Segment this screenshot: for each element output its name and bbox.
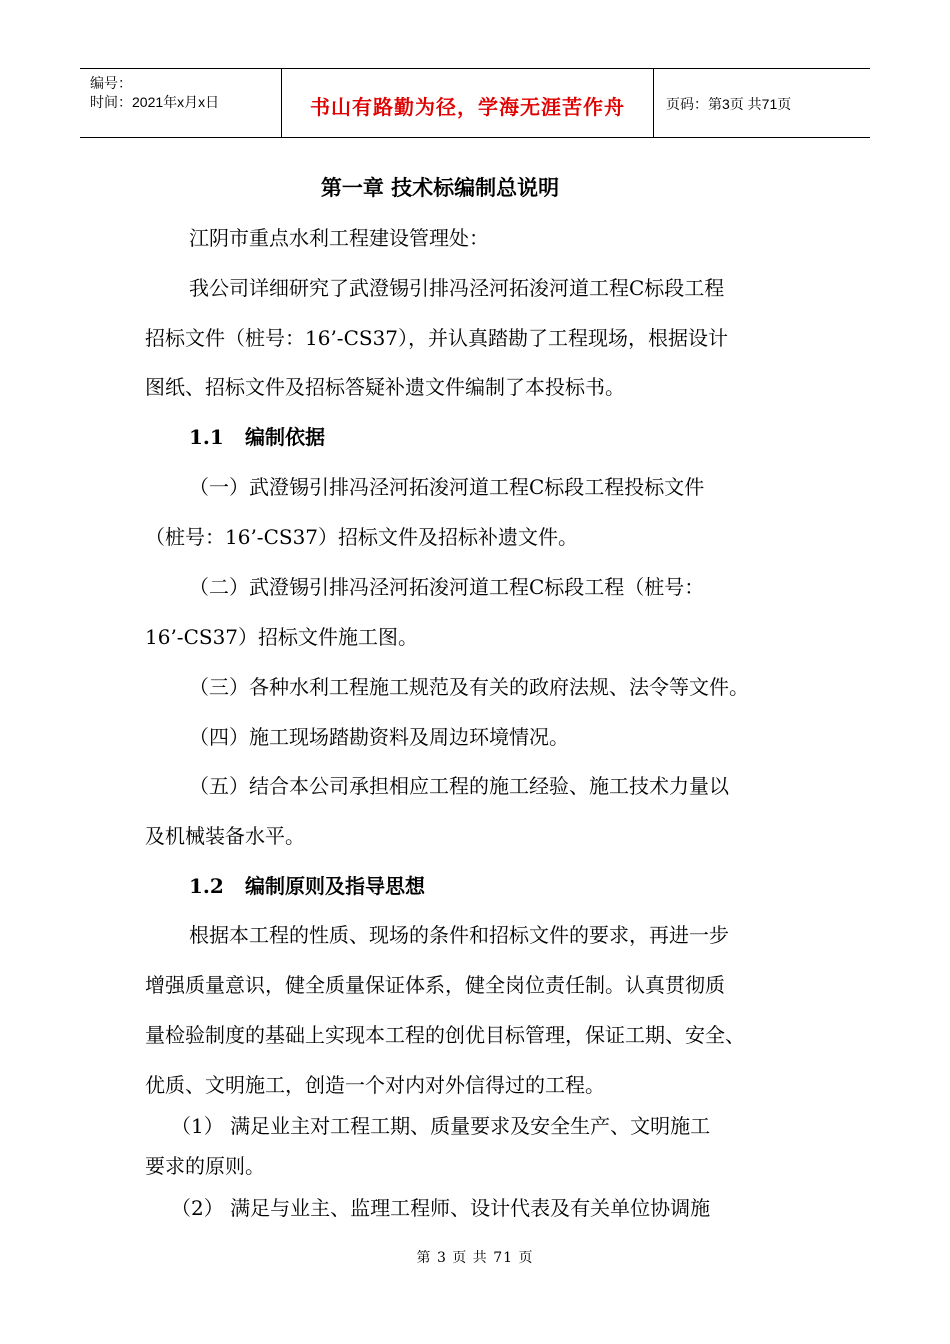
- principle-line: 量检验制度的基础上实现本工程的创优目标管理，保证工期、安全、: [145, 1023, 745, 1047]
- principle-item: 要求的原则。: [145, 1154, 265, 1178]
- section-heading-1-1: [189, 421, 325, 450]
- section-title: 编制原则及指导思想: [245, 874, 425, 898]
- header-meta-cell: [80, 69, 282, 137]
- section-number: 1.2: [189, 874, 224, 898]
- section-title: 编制依据: [245, 425, 325, 449]
- addressee: 江阴市重点水利工程建设管理处：: [189, 226, 489, 250]
- header-page-info: 页码：第3页 共71页: [666, 96, 792, 112]
- basis-line: （三）各种水利工程施工规范及有关的政府法规、法令等文件。: [189, 675, 749, 699]
- page-footer: 第 3 页 共 71 页: [416, 1250, 534, 1266]
- document-number-label: 编号：: [90, 75, 132, 91]
- section-heading-1-2: [189, 870, 425, 899]
- principle-line: 增强质量意识，健全质量保证体系，健全岗位责任制。认真贯彻质: [145, 973, 725, 997]
- basis-line: 及机械装备水平。: [145, 824, 305, 848]
- chapter-title: 第一章 技术标编制总说明: [320, 175, 560, 200]
- intro-line: 图纸、招标文件及招标答疑补遗文件编制了本投标书。: [145, 375, 625, 399]
- basis-line: （四）施工现场踏勘资料及周边环境情况。: [189, 725, 569, 749]
- basis-line: 16’-CS37）招标文件施工图。: [145, 625, 419, 649]
- document-header: [80, 68, 870, 138]
- document-time-label: 时间：2021年x月x日: [90, 94, 220, 110]
- header-motto: 书山有路勤为径，学海无涯苦作舟: [310, 97, 625, 119]
- principle-item: （2） 满足与业主、监理工程师、设计代表及有关单位协调施: [171, 1196, 711, 1220]
- principle-item: （1） 满足业主对工程工期、质量要求及安全生产、文明施工: [171, 1114, 711, 1138]
- basis-line: （一）武澄锡引排冯泾河拓浚河道工程C标段工程投标文件: [189, 475, 705, 499]
- basis-line: （二）武澄锡引排冯泾河拓浚河道工程C标段工程（桩号：: [189, 575, 705, 599]
- section-number: 1.1: [189, 425, 224, 449]
- principle-line: 根据本工程的性质、现场的条件和招标文件的要求，再进一步: [189, 923, 729, 947]
- principle-line: 优质、文明施工，创造一个对内对外信得过的工程。: [145, 1073, 605, 1097]
- header-page-cell: [654, 69, 870, 137]
- intro-line: 我公司详细研究了武澄锡引排冯泾河拓浚河道工程C标段工程: [189, 276, 725, 300]
- intro-line: 招标文件（桩号：16’-CS37），并认真踏勘了工程现场，根据设计: [145, 326, 729, 350]
- header-motto-cell: [282, 69, 654, 137]
- basis-line: （桩号：16’-CS37）招标文件及招标补遗文件。: [145, 525, 579, 549]
- basis-line: （五）结合本公司承担相应工程的施工经验、施工技术力量以: [189, 774, 729, 798]
